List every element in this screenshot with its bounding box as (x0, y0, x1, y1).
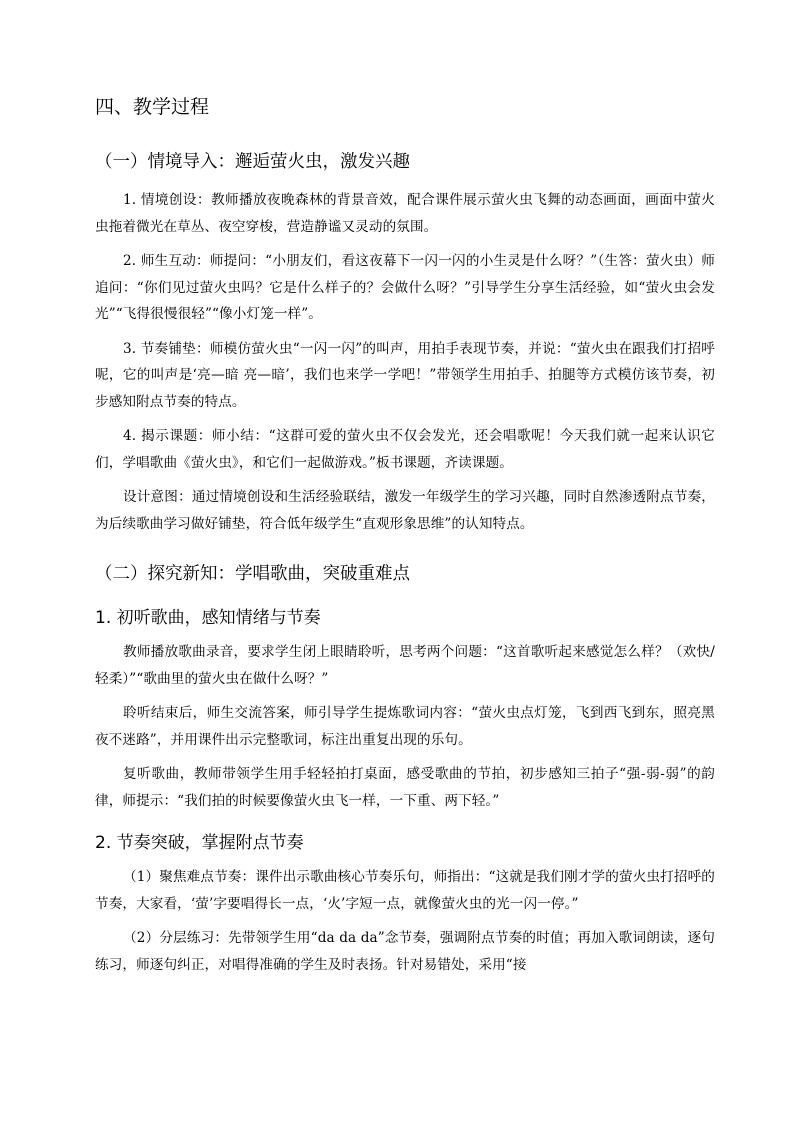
paragraph-discuss-lyrics: 聆听结束后，师生交流答案，师引导学生提炼歌词内容：“萤火虫点灯笼，飞到西飞到东，照亮黑夜不迷路”，并用课件出示完整歌词，标注出重复出现的乐句。 (95, 705, 715, 748)
paragraph-teacher-student-interaction: 2. 师生互动：师提问：“小朋友们，看这夜幕下一闪一闪的小生灵是什么呀？”（生答：萤火虫）师追问：“你们见过萤火虫吗？它是什么样子的？会做什么呀？”引导学生分享生活经验，如“萤火虫会发光”“飞得很慢很轻”“像小灯笼一样”。 (95, 253, 715, 322)
paragraph-reveal-topic: 4. 揭示课题：师小结：“这群可爱的萤火虫不仅会发光，还会唱歌呢！今天我们就一起来认识它们，学唱歌曲《萤火虫》，和它们一起做游戏。”板书课题，齐读课题。 (95, 428, 715, 471)
subsection-1-title: （一）情境导入：邂逅萤火虫，激发兴趣 (95, 152, 410, 172)
paragraph-focus-rhythm: （1）聚焦难点节奏：课件出示歌曲核心节奏乐句，师指出：“这就是我们刚才学的萤火虫打招呼的节奏，大家看，‘萤’字要唱得长一点，‘火’字短一点，就像萤火虫的光一闪一停。” (95, 869, 715, 912)
paragraph-situation-creation: 1. 情境创设：教师播放夜晚森林的背景音效，配合课件展示萤火虫飞舞的动态画面，画面中萤火虫拖着微光在草丛、夜空穿梭，营造静谧又灵动的氛围。 (95, 192, 715, 235)
part-1-title: 1. 初听歌曲，感知情绪与节奏 (95, 608, 321, 628)
document-page (95, 92, 715, 986)
paragraph-first-listen: 教师播放歌曲录音，要求学生闭上眼睛聆听，思考两个问题：“这首歌听起来感觉怎么样？（欢快/轻柔）”“歌曲里的萤火虫在做什么呀？” (95, 644, 715, 687)
paragraph-layered-practice: （2）分层练习：先带领学生用“da da da”念节奏，强调附点节奏的时值；再加入歌词朗读，逐句练习，师逐句纠正，对唱得准确的学生及时表扬。针对易错处，采用“接 (95, 930, 715, 973)
part-2-title: 2. 节奏突破，掌握附点节奏 (95, 833, 304, 853)
paragraph-relisten: 复听歌曲，教师带领学生用手轻轻拍打桌面，感受歌曲的节拍，初步感知三拍子“强-弱-弱”的韵律，师提示：“我们拍的时候要像萤火虫飞一样，一下重、两下轻。” (95, 766, 715, 809)
paragraph-design-intent: 设计意图：通过情境创设和生活经验联结，激发一年级学生的学习兴趣，同时自然渗透附点节奏，为后续歌曲学习做好铺垫，符合低年级学生“直观形象思维”的认知特点。 (95, 489, 715, 532)
section-title: 四、教学过程 (95, 96, 210, 118)
paragraph-rhythm-preparation: 3. 节奏铺垫：师模仿萤火虫“一闪一闪”的叫声，用拍手表现节奏，并说：“萤火虫在跟我们打招呼呢，它的叫声是‘亮—暗 亮—暗’，我们也来学一学吧！”带领学生用拍手、拍腿等方式模仿该节奏，初步感知附点节奏的特点。 (95, 340, 715, 410)
subsection-2-title: （二）探究新知：学唱歌曲，突破重难点 (95, 564, 410, 584)
